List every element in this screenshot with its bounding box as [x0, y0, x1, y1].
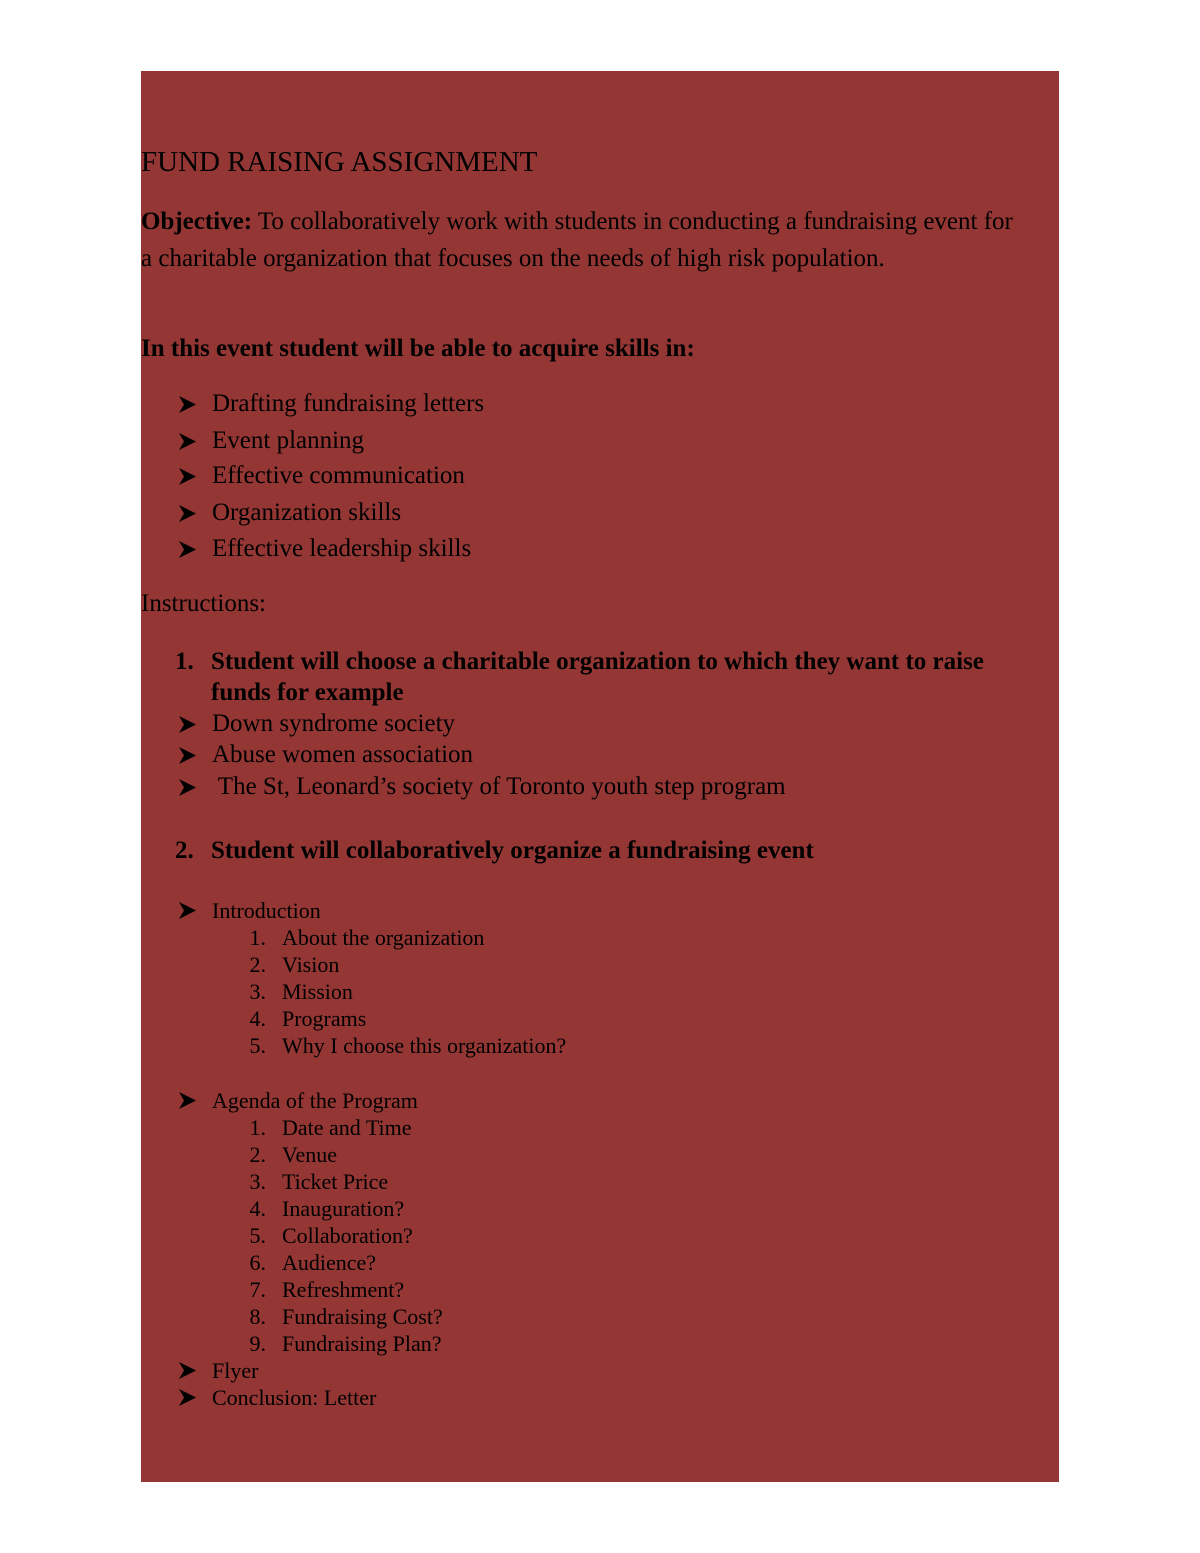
- agenda-label: Agenda of the Program: [212, 1088, 418, 1113]
- conclusion-label: Conclusion: Letter: [212, 1385, 377, 1410]
- agenda-item: [242, 1168, 742, 1195]
- skill-item-label: Drafting fundraising letters: [212, 390, 485, 417]
- agenda-item: [242, 1114, 742, 1141]
- flyer-item: [178, 1357, 258, 1384]
- skill-item-label: Effective communication: [212, 462, 465, 489]
- arrowhead-bullet-icon: [178, 540, 197, 559]
- item-number: 7.: [249, 1277, 266, 1302]
- item-number: 1.: [249, 1115, 266, 1140]
- arrowhead-bullet-icon: [178, 432, 197, 451]
- step-number: 2.: [175, 837, 194, 864]
- item-number: 4.: [249, 1196, 266, 1221]
- item-text: Date and Time: [282, 1115, 412, 1140]
- item-number: 6.: [249, 1250, 266, 1275]
- arrowhead-bullet-icon: [178, 1388, 197, 1407]
- agenda-item: [242, 1330, 742, 1357]
- example-item: [178, 708, 455, 740]
- arrowhead-bullet-icon: [178, 467, 197, 486]
- skill-item: [178, 497, 401, 529]
- step-text: Student will choose a charitable organization to which they want to raise funds for example: [211, 648, 984, 706]
- example-item: [178, 739, 473, 771]
- skill-item-label: Organization skills: [212, 499, 402, 526]
- item-text: Programs: [282, 1006, 367, 1031]
- arrowhead-bullet-icon: [178, 901, 197, 920]
- arrowhead-bullet-icon: [178, 504, 197, 523]
- item-text: Fundraising Plan?: [282, 1331, 442, 1356]
- arrowhead-bullet-icon: [178, 715, 197, 734]
- arrowhead-bullet-icon: [178, 395, 197, 414]
- item-number: 5.: [249, 1033, 266, 1058]
- instruction-step-1: [175, 646, 1035, 710]
- agenda-item: [242, 1141, 742, 1168]
- skill-item: [178, 533, 471, 565]
- skill-item-label: Event planning: [212, 427, 365, 454]
- arrowhead-bullet-icon: [178, 746, 197, 765]
- introduction-item: [242, 1032, 742, 1059]
- introduction-item: [242, 924, 742, 951]
- example-item-label: Abuse women association: [212, 741, 474, 768]
- agenda-item: [242, 1303, 742, 1330]
- arrowhead-bullet-icon: [178, 778, 197, 797]
- skill-item-label: Effective leadership skills: [212, 535, 472, 562]
- skill-item: [178, 425, 364, 457]
- item-number: 3.: [249, 1169, 266, 1194]
- item-number: 2.: [249, 1142, 266, 1167]
- instruction-step-2: [175, 835, 1035, 867]
- item-number: 8.: [249, 1304, 266, 1329]
- item-number: 5.: [249, 1223, 266, 1248]
- item-number: 1.: [249, 925, 266, 950]
- agenda-item: [242, 1276, 742, 1303]
- introduction-section: [178, 897, 321, 924]
- skills-heading: In this event student will be able to acquire skills in:: [141, 335, 695, 362]
- step-number: 1.: [175, 648, 194, 675]
- item-number: 4.: [249, 1006, 266, 1031]
- item-number: 2.: [249, 952, 266, 977]
- introduction-item: [242, 1005, 742, 1032]
- instructions-label: Instructions:: [141, 590, 266, 617]
- item-text: About the organization: [282, 925, 485, 950]
- item-text: Vision: [282, 952, 340, 977]
- item-text: Why I choose this organization?: [282, 1033, 567, 1058]
- item-text: Venue: [282, 1142, 337, 1167]
- item-text: Audience?: [282, 1250, 377, 1275]
- arrowhead-bullet-icon: [178, 1361, 197, 1380]
- item-text: Mission: [282, 979, 353, 1004]
- agenda-item: [242, 1222, 742, 1249]
- skill-item: [178, 388, 484, 420]
- objective-label: Objective:: [141, 208, 253, 235]
- arrowhead-bullet-icon: [178, 1091, 197, 1110]
- item-text: Refreshment?: [282, 1277, 405, 1302]
- flyer-label: Flyer: [212, 1358, 259, 1383]
- objective-text: To collaboratively work with students in conducting a fundraising event for a charitable organization that focuses on the needs of high risk population.: [141, 208, 1013, 272]
- introduction-label: Introduction: [212, 898, 321, 923]
- item-text: Ticket Price: [282, 1169, 389, 1194]
- skill-item: [178, 460, 465, 492]
- step-text: Student will collaboratively organize a fundraising event: [211, 837, 814, 864]
- example-item-label: The St, Leonard’s society of Toronto youth step program: [212, 773, 786, 800]
- document-panel: [141, 71, 1059, 1482]
- example-item-label: Down syndrome society: [212, 710, 456, 737]
- item-text: Collaboration?: [282, 1223, 413, 1248]
- item-number: 9.: [249, 1331, 266, 1356]
- document-title: FUND RAISING ASSIGNMENT: [141, 146, 538, 178]
- item-text: Inauguration?: [282, 1196, 405, 1221]
- introduction-item: [242, 951, 742, 978]
- agenda-item: [242, 1249, 742, 1276]
- agenda-item: [242, 1195, 742, 1222]
- introduction-item: [242, 978, 742, 1005]
- agenda-section: [178, 1087, 418, 1114]
- item-number: 3.: [249, 979, 266, 1004]
- objective-paragraph: [141, 203, 1021, 277]
- item-text: Fundraising Cost?: [282, 1304, 443, 1329]
- example-item: [178, 771, 786, 803]
- conclusion-item: [178, 1384, 376, 1411]
